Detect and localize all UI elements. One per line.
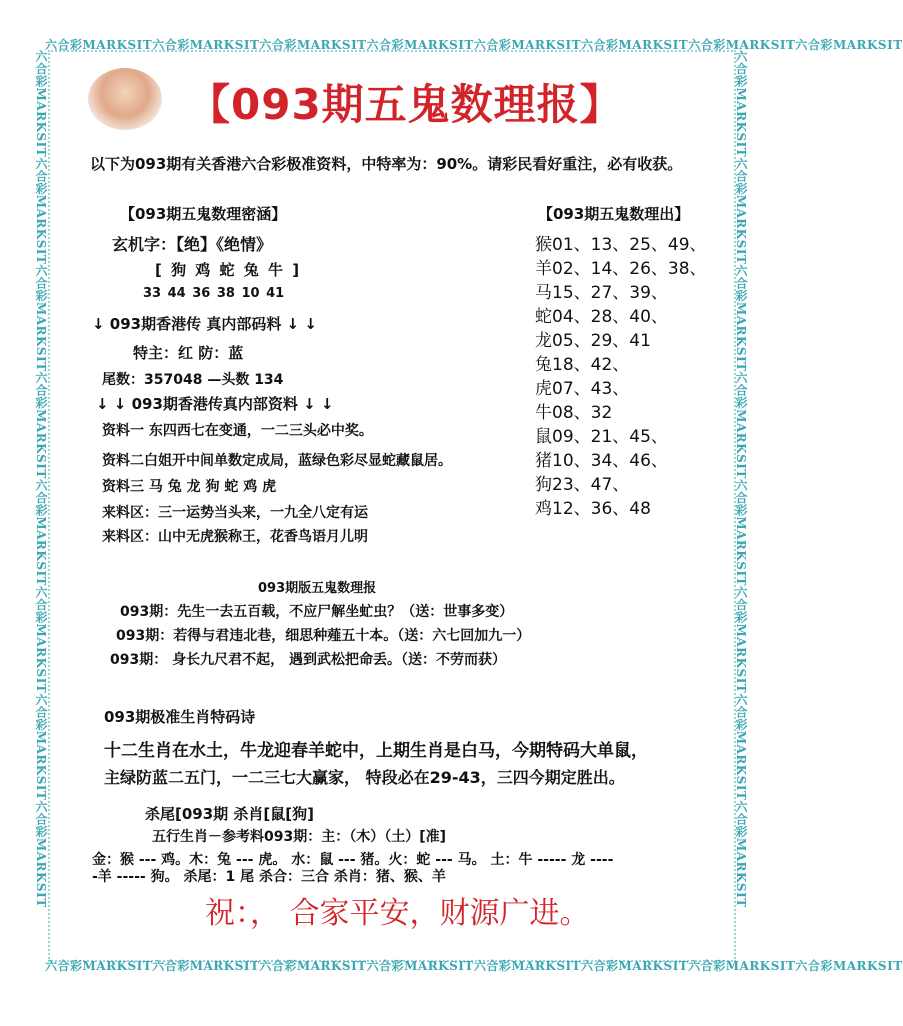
mystery-words: 玄机字：【绝】《绝情》 — [112, 235, 273, 254]
source-line-1: 来料区：三一运势当头来，一九全八定有运 — [102, 505, 368, 521]
poem-line-1: 十二生肖在水土，牛龙迎春羊蛇中，上期生肖是白马，今期特码大单鼠， — [104, 741, 648, 761]
number-list: 33 44 36 38 10 41 — [143, 286, 285, 301]
data-line-3: 资料三 马 兔 龙 狗 蛇 鸡 虎 — [102, 479, 277, 495]
riddle-heading: 093期版五鬼数理报 — [258, 581, 377, 596]
zodiac-number-row: 蛇04、28、40、 — [535, 307, 668, 327]
hk-heading-1: ↓ 093期香港传 真内部码料 ↓ ↓ — [92, 315, 317, 333]
hk-heading-2: ↓ ↓ 093期香港传真内部资料 ↓ ↓ — [96, 395, 334, 413]
border-left-text: 六合彩MARKSIT六合彩MARKSIT六合彩MARKSIT六合彩MARKSIT六合彩MARKSIT六合彩MARKSIT六合彩MARKSIT六合彩MARKSIT — [34, 50, 48, 908]
zodiac-number-row: 鸡12、36、48 — [535, 499, 651, 519]
border-right-text: 六合彩MARKSIT六合彩MARKSIT六合彩MARKSIT六合彩MARKSIT六合彩MARKSIT六合彩MARKSIT六合彩MARKSIT六合彩MARKSIT — [734, 50, 748, 908]
riddle-line-1: 093期：先生一去五百载，不应尸解坐虻虫？（送：世事多变） — [120, 604, 514, 620]
zodiac-number-row: 猪10、34、46、 — [535, 451, 668, 471]
intro-text: 以下为093期有关香港六合彩极准资料，中特率为：90%。请彩民看好重注，必有收获。 — [90, 155, 683, 173]
zodiac-number-row: 龙05、29、41 — [535, 331, 651, 351]
blessing-text: 祝：， 合家平安，财源广进。 — [205, 896, 590, 931]
kill-summary-line: -羊 ----- 狗。 杀尾：1 尾 杀合：三合 杀肖：猪、猴、羊 — [92, 869, 446, 885]
poem-line-2: 主绿防蓝二五门，一二三七大赢家， 特段必在29-43，三四今期定胜出。 — [104, 768, 625, 787]
portrait-avatar — [88, 68, 162, 130]
page-title: 【093期五鬼数理报】 — [188, 80, 623, 129]
special-main: 特主：红 防：蓝 — [133, 344, 244, 362]
data-line-2: 资料二白姐开中间单数定成局，蓝绿色彩尽显蛇藏鼠居。 — [102, 453, 452, 469]
zodiac-number-row: 虎07、43、 — [535, 379, 630, 399]
zodiac-number-row: 兔18、42、 — [535, 355, 630, 375]
riddle-line-3: 093期： 身长九尺君不起， 遇到武松把命丢。（送：不劳而获） — [110, 652, 506, 668]
right-heading: 【093期五鬼数理出】 — [538, 205, 690, 223]
zodiac-number-row: 狗23、47、 — [535, 475, 630, 495]
zodiac-number-row: 鼠09、21、45、 — [535, 427, 668, 447]
zodiac-number-row: 羊02、14、26、38、 — [535, 259, 707, 279]
left-heading: 【093期五鬼数理密涵】 — [120, 205, 287, 223]
zodiac-number-row: 牛08、32 — [535, 403, 613, 423]
data-line-1: 资料一 东四西七在变通，一二三头必中奖。 — [102, 423, 373, 439]
border-bottom-text: 六合彩MARKSIT六合彩MARKSIT六合彩MARKSIT六合彩MARKSIT六合彩MARKSIT六合彩MARKSIT六合彩MARKSIT六合彩MARKSIT — [45, 959, 903, 973]
poem-heading: 093期极准生肖特码诗 — [104, 708, 256, 726]
riddle-line-2: 093期：若得与君违北巷，细思种薤五十本。（送：六七回加九一） — [116, 628, 531, 644]
element-mapping-line: 金：猴 --- 鸡。木：兔 --- 虎。 水：鼠 --- 猪。火：蛇 --- 马。 土：牛 ----- 龙 ---- — [92, 852, 614, 868]
zodiac-number-row: 猴01、13、25、49、 — [535, 235, 707, 255]
border-top-text: 六合彩MARKSIT六合彩MARKSIT六合彩MARKSIT六合彩MARKSIT六合彩MARKSIT六合彩MARKSIT六合彩MARKSIT六合彩MARKSIT — [45, 38, 903, 52]
animal-list: [ 狗 鸡 蛇 兔 牛 ] — [155, 261, 302, 279]
five-elements-line: 五行生肖－参考料093期：主：（木）（土）[准] — [152, 829, 447, 845]
zodiac-number-row: 马15、27、39、 — [535, 283, 668, 303]
kill-line: 杀尾[093期 杀肖[鼠[狗] — [145, 805, 314, 823]
source-line-2: 来料区：山中无虎猴称王，花香鸟语月儿明 — [102, 529, 368, 545]
tail-numbers: 尾数：357048 —头数 134 — [102, 372, 284, 388]
